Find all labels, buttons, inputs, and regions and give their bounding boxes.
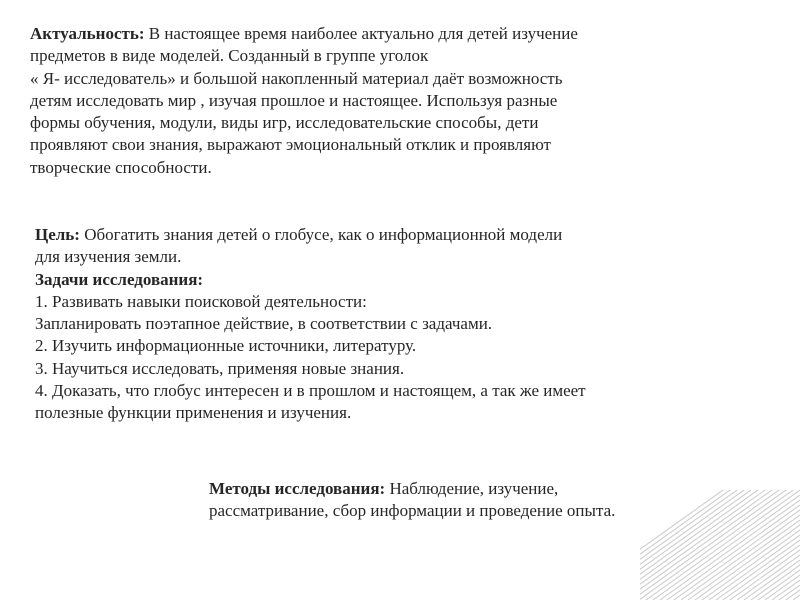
- stripe-line: [744, 560, 800, 600]
- goal-text: для изучения земли.: [35, 247, 182, 267]
- goal-heading: Цель:: [35, 225, 80, 244]
- stripe-line: [723, 545, 800, 600]
- stripe-line: [640, 490, 800, 600]
- stripe-line: [640, 490, 800, 600]
- actuality-heading: Актуальность:: [30, 24, 145, 43]
- stripe-line: [640, 490, 800, 600]
- actuality-line-1: [30, 23, 578, 45]
- stripe-line: [765, 575, 800, 600]
- stripe-line: [640, 490, 800, 600]
- methods-text: рассматривание, сбор информации и проведение опыта.: [209, 501, 616, 521]
- actuality-text: творческие способности.: [30, 157, 212, 177]
- task-item: Запланировать поэтапное действие, в соответствии с задачами.: [35, 314, 493, 334]
- actuality-text: « Я- исследователь» и большой накопленный материал даёт возможность: [30, 68, 563, 88]
- stripe-line: [716, 540, 800, 600]
- stripe-line: [646, 490, 800, 600]
- stripe-line: [793, 595, 800, 600]
- stripe-line: [786, 590, 800, 600]
- diagonal-stripes: [640, 490, 800, 600]
- goal-text: Обогатить знания детей о глобусе, как о информационной модели: [79, 225, 563, 244]
- actuality-text: проявляют свои знания, выражают эмоциональный отклик и проявляют: [30, 135, 551, 155]
- stripe-line: [640, 490, 800, 600]
- stripe-line: [640, 490, 800, 600]
- actuality-text: детям исследовать мир , изучая прошлое и настоящее. Используя разные: [30, 90, 558, 110]
- corner-stripes-decoration: [640, 490, 800, 600]
- stripe-line: [640, 490, 800, 600]
- stripe-line: [640, 490, 800, 600]
- actuality-section: [30, 23, 578, 179]
- stripe-line: [674, 510, 800, 600]
- methods-section: [209, 478, 615, 523]
- task-item: 1. Развивать навыки поисковой деятельности:: [35, 291, 367, 311]
- stripe-line: [695, 525, 800, 600]
- task-item: 2. Изучить информационные источники, литературу.: [35, 336, 417, 356]
- methods-line-1: [209, 478, 615, 500]
- tasks-heading: Задачи исследования:: [35, 269, 204, 289]
- actuality-text: предметов в виде моделей. Созданный в группе уголок: [30, 46, 429, 66]
- task-item: полезные функции применения и изучения.: [35, 403, 352, 423]
- stripe-line: [667, 505, 800, 600]
- task-item: 4. Доказать, что глобус интересен и в прошлом и настоящем, а так же имеет: [35, 381, 586, 401]
- stripe-line: [737, 555, 800, 600]
- stripe-line: [640, 490, 800, 600]
- stripe-line: [772, 580, 800, 600]
- actuality-text: формы обучения, модули, виды игр, исследовательские способы, дети: [30, 113, 539, 133]
- goal-tasks-section: [35, 224, 586, 425]
- actuality-text: В настоящее время наиболее актуально для детей изучение: [144, 24, 578, 43]
- stripe-line: [640, 490, 800, 600]
- stripe-line: [653, 495, 800, 600]
- methods-text: Наблюдение, изучение,: [385, 479, 559, 498]
- stripe-line: [688, 520, 800, 600]
- task-item: 3. Научиться исследовать, применяя новые знания.: [35, 358, 405, 378]
- methods-heading: Методы исследования:: [209, 479, 386, 498]
- goal-line-1: [35, 224, 586, 246]
- stripe-line: [640, 490, 800, 600]
